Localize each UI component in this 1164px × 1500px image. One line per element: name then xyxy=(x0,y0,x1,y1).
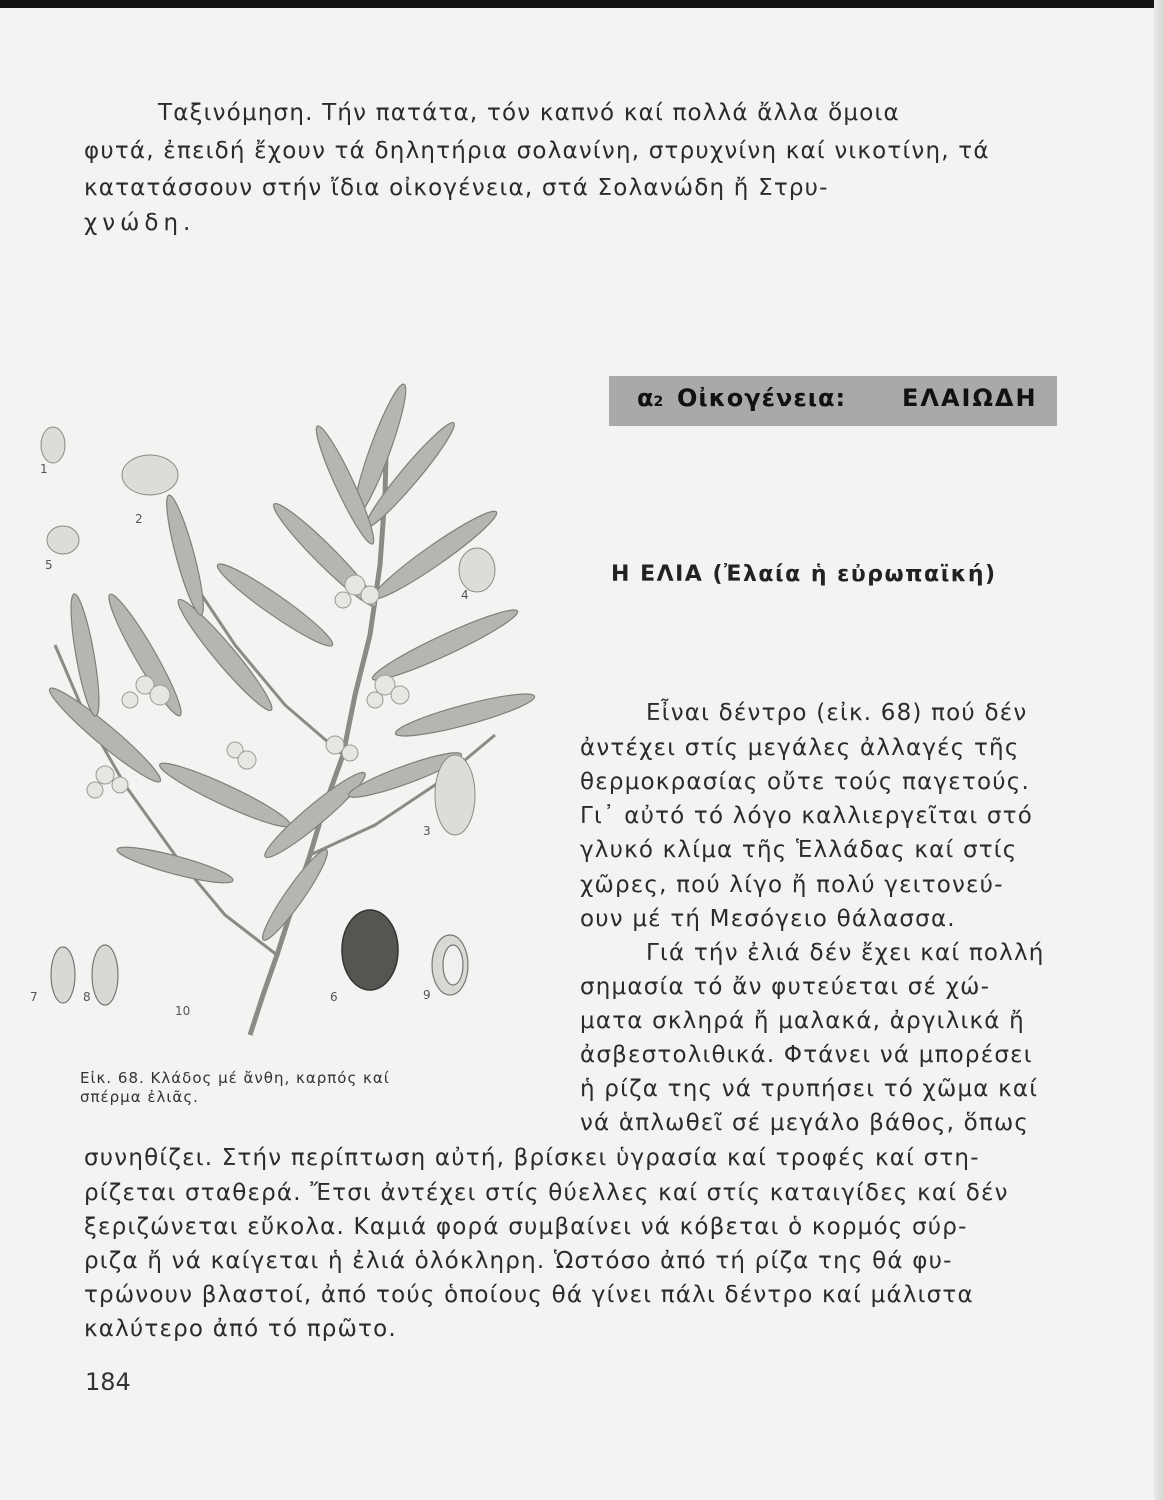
olive-branch-illustration xyxy=(25,355,545,1055)
figure-label: 9 xyxy=(423,988,431,1002)
text-line: ἀντέχει στίς μεγάλες ἀλλαγές τῆς xyxy=(580,735,1020,761)
text-line: ξεριζώνεται εὔκολα. Καμιά φορά συμβαίνει νά κόβεται ὁ κορμός σύρ- xyxy=(84,1214,968,1240)
text-line: ουν μέ τή Μεσόγειο θάλασσα. xyxy=(580,906,956,932)
text-line: καλύτερο ἀπό τό πρῶτο. xyxy=(84,1316,397,1342)
figure-label: 2 xyxy=(135,512,143,526)
heading-family-name: ΕΛΑΙΩΔΗ xyxy=(902,384,1038,412)
figure-label: 8 xyxy=(83,990,91,1004)
text-line: ριζα ἤ νά καίγεται ἡ ἐλιά ὁλόκληρη. Ὡστόσο ἀπό τή ρίζα της θά φυ- xyxy=(84,1248,953,1274)
text-line: ρίζεται σταθερά. Ἔτσι ἀντέχει στίς θύελλες καί στίς καταιγίδες καί δέν xyxy=(84,1180,1009,1206)
family-heading xyxy=(609,376,1057,426)
figure-label: 5 xyxy=(45,558,53,572)
heading-label: Οἰκογένεια: xyxy=(677,384,847,412)
text-line: ἡ ρίζα της νά τρυπήσει τό χῶμα καί xyxy=(580,1076,1039,1102)
text-line: ἀσβεστολιθικά. Φτάνει νά μπορέσει xyxy=(580,1042,1033,1068)
text-line: νά ἁπλωθεῖ σέ μεγάλο βάθος, ὅπως xyxy=(580,1110,1030,1136)
text-line: φυτά, ἐπειδή ἔχουν τά δηλητήρια σολανίνη, στρυχνίνη καί νικοτίνη, τά xyxy=(84,138,990,164)
text-line: Εἶναι δέντρο (εἰκ. 68) πού δέν xyxy=(646,700,1028,726)
text-line: θερμοκρασίας οὔτε τούς παγετούς. xyxy=(580,769,1030,795)
text-line: τρώνουν βλαστοί, ἀπό τούς ὁποίους θά γίνει πάλι δέντρο καί μάλιστα xyxy=(84,1282,974,1308)
figure-label: 4 xyxy=(461,588,469,602)
text-line: χνώδη. xyxy=(84,210,196,236)
caption-line: Εἰκ. 68. Κλάδος μέ ἄνθη, καρπός καί xyxy=(80,1069,390,1087)
text-line: χῶρες, πού λίγο ἤ πολύ γειτονεύ- xyxy=(580,872,1004,898)
caption-line: σπέρμα ἐλιᾶς. xyxy=(80,1088,199,1106)
figure-label: 7 xyxy=(30,990,38,1004)
scan-right-edge xyxy=(1154,0,1164,1500)
text-line: γλυκό κλίμα τῆς Ἑλλάδας καί στίς xyxy=(580,837,1018,863)
text-line: σημασία τό ἄν φυτεύεται σέ χώ- xyxy=(580,974,991,1000)
figure-label: 10 xyxy=(175,1004,191,1018)
figure-label: 1 xyxy=(40,462,48,476)
text-line: κατατάσσουν στήν ἴδια οἰκογένεια, στά Σολανώδη ἤ Στρυ- xyxy=(84,175,829,201)
species-heading: Η ΕΛΙΑ (Ἐλαία ἡ εὐρωπαϊκή) xyxy=(611,562,997,587)
scan-top-border xyxy=(0,0,1164,8)
text-line: Γι᾿ αὐτό τό λόγο καλλιεργεῖται στό xyxy=(580,803,1033,829)
heading-prefix: α2 xyxy=(637,384,664,412)
text-line: Γιά τήν ἐλιά δέν ἔχει καί πολλή xyxy=(646,940,1045,966)
text-line: Ταξινόμηση. Τήν πατάτα, τόν καπνό καί πολλά ἄλλα ὅμοια xyxy=(158,100,900,126)
text-line: ματα σκληρά ἤ μαλακά, ἀργιλικά ἤ xyxy=(580,1008,1025,1034)
olive-fruit xyxy=(342,910,398,990)
text-line: συνηθίζει. Στήν περίπτωση αὐτή, βρίσκει ὑγρασία καί τροφές καί στη- xyxy=(84,1145,980,1171)
figure-label: 6 xyxy=(330,990,338,1004)
page-number: 184 xyxy=(85,1368,131,1396)
figure-label: 3 xyxy=(423,824,431,838)
